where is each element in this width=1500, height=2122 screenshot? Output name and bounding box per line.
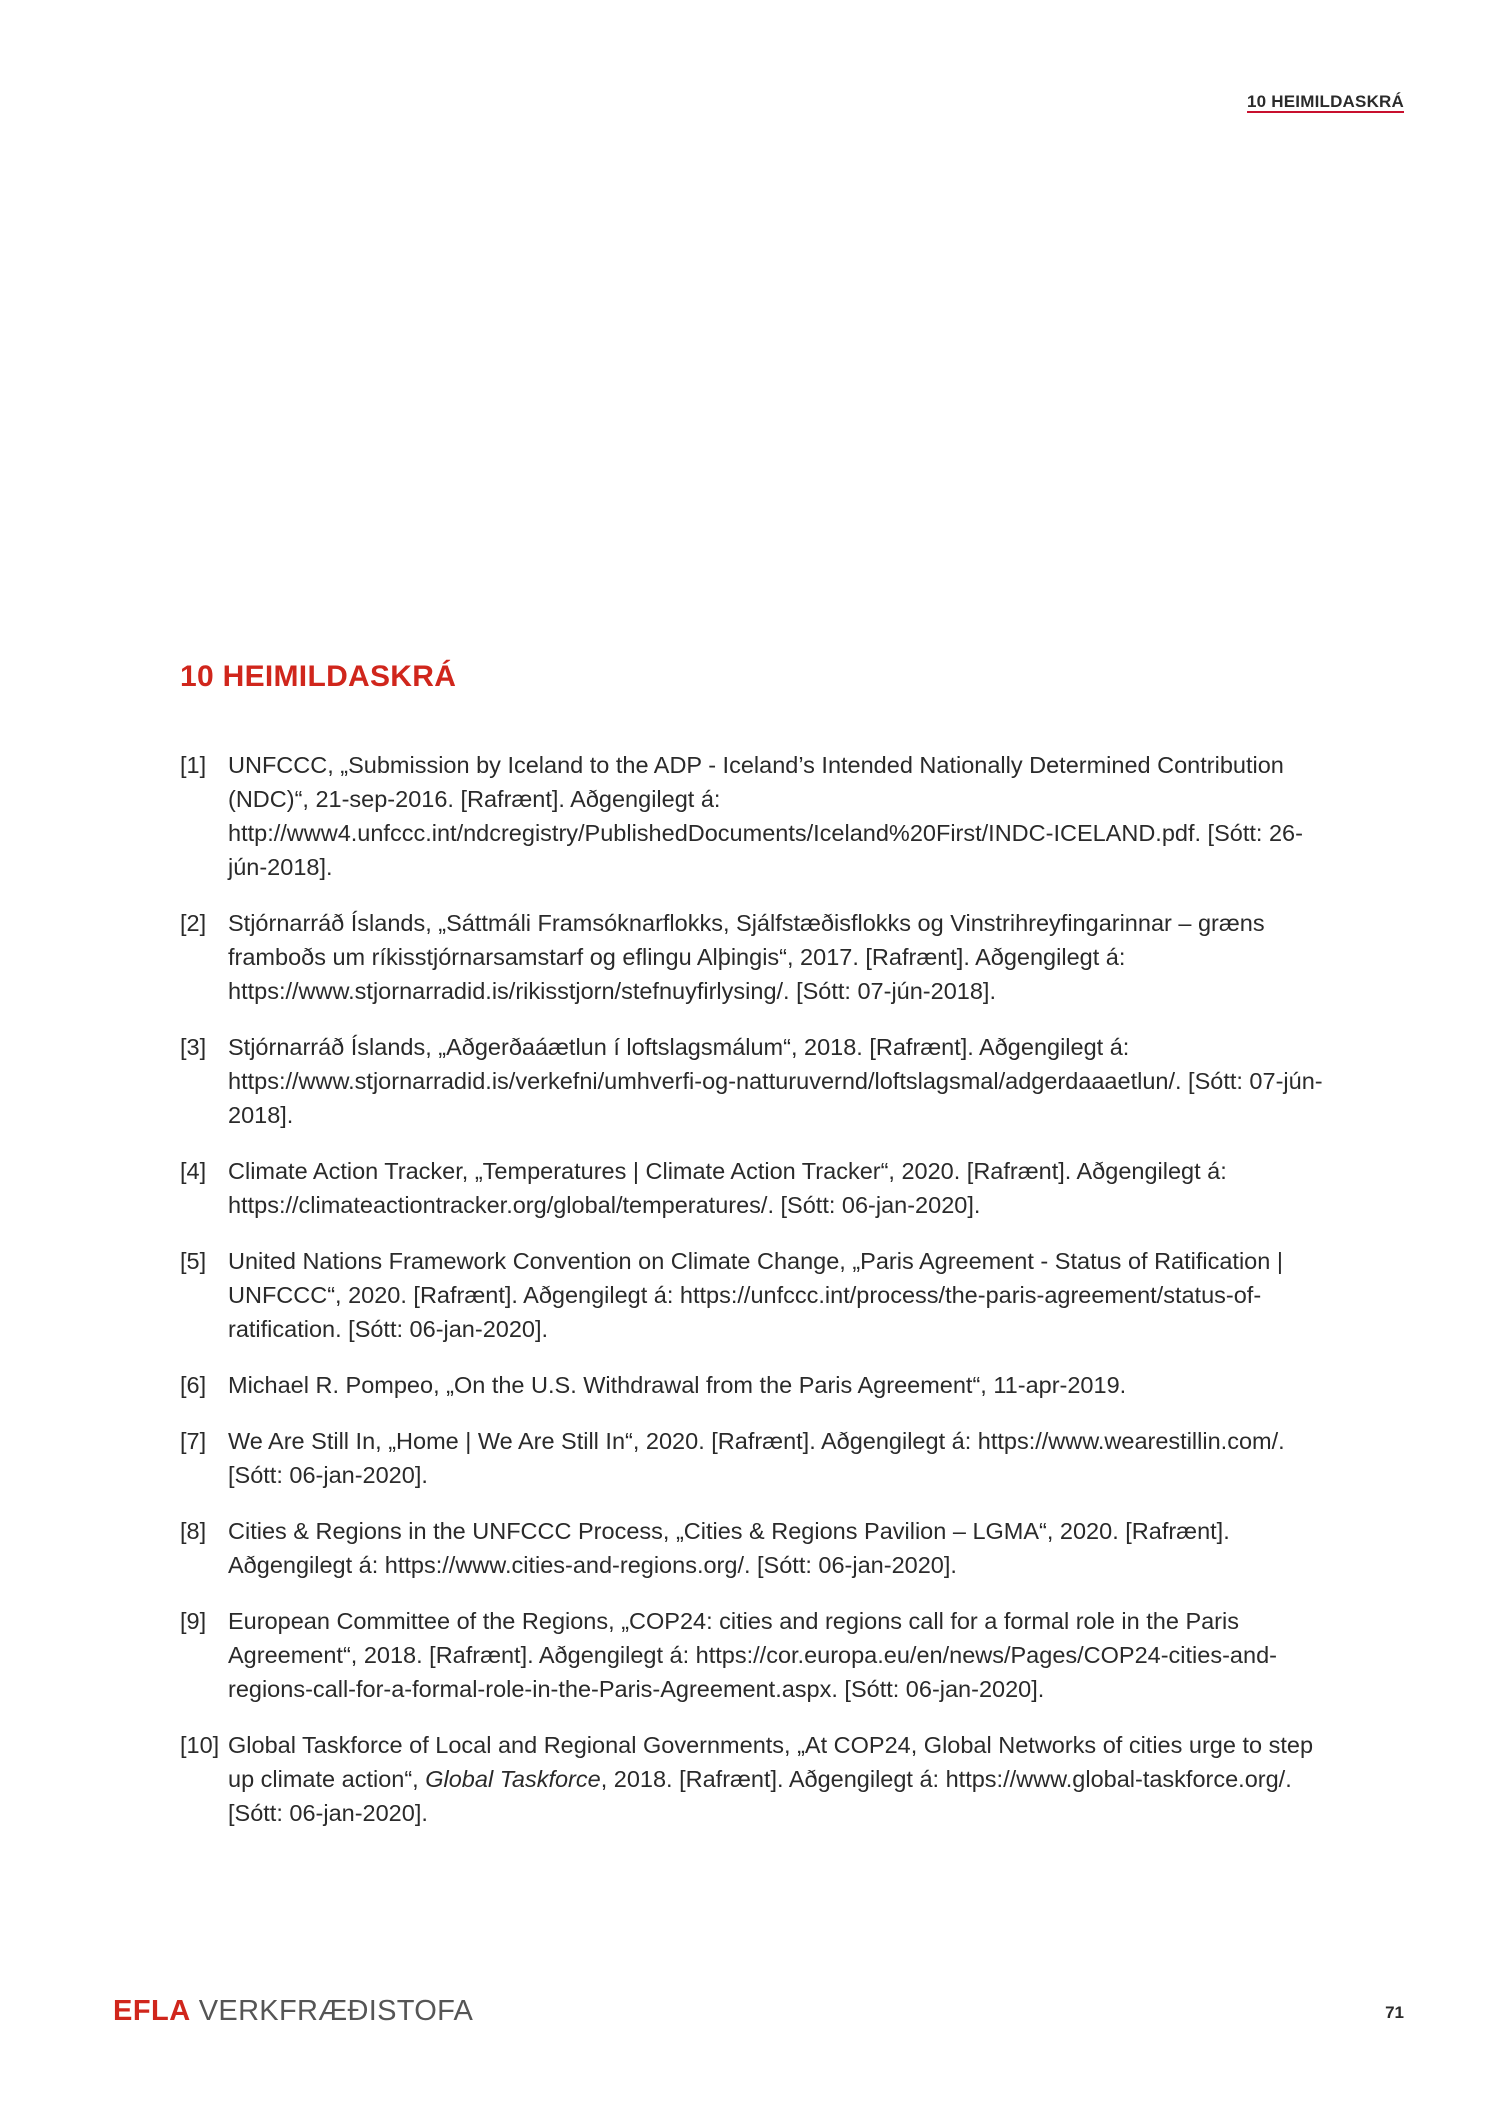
reference-item — [180, 1154, 1340, 1222]
reference-item — [180, 1368, 1340, 1402]
reference-text-part: , 2018. [Rafrænt]. Aðgengilegt á: https://www.global-taskforce.org/. [Sótt: 06-jan-2020]. — [228, 1766, 1292, 1826]
reference-text: United Nations Framework Convention on Climate Change, „Paris Agreement - Status of Ratification | UNFCCC“, 2020. [Rafrænt]. Aðgengilegt á: https://unfccc.int/process/the-paris-agreement/status-of-ratification. [Sótt: 06-jan-2020]. — [228, 1248, 1283, 1342]
reference-text: UNFCCC, „Submission by Iceland to the ADP - Iceland’s Intended Nationally Determined Contribution (NDC)“, 21-sep-2016. [Rafrænt]. Aðgengilegt á: http://www4.unfccc.int/ndcregistry/PublishedDocuments/Iceland%20First/INDC-ICELAND.pdf. [Sótt: 26-jún-2018]. — [228, 752, 1303, 880]
reference-text-part: Global Taskforce of Local and Regional Governments, „At COP24, Global Networks of cities urge to step up climate action“, — [228, 1732, 1314, 1792]
logo-efla-wordmark: EFLA — [113, 1995, 191, 2027]
reference-item — [180, 1244, 1340, 1346]
reference-item — [180, 1728, 1340, 1830]
reference-italic-title: Global Taskforce — [425, 1766, 601, 1792]
reference-number: [5] — [180, 1248, 207, 1274]
running-header: 10 HEIMILDASKRÁ — [1247, 92, 1404, 111]
reference-number: [6] — [180, 1372, 207, 1398]
section-title: 10 HEIMILDASKRÁ — [180, 660, 457, 693]
reference-item — [180, 906, 1340, 1008]
reference-number: [10] — [180, 1732, 220, 1758]
reference-item — [180, 1424, 1340, 1492]
reference-text: We Are Still In, „Home | We Are Still In“, 2020. [Rafrænt]. Aðgengilegt á: https://www.wearestillin.com/. [Sótt: 06-jan-2020]. — [228, 1428, 1285, 1488]
reference-text: Climate Action Tracker, „Temperatures | Climate Action Tracker“, 2020. [Rafrænt]. Aðgengilegt á: https://climateactiontracker.org/global/temperatures/. [Sótt: 06-jan-2020]. — [228, 1158, 1227, 1218]
reference-text: European Committee of the Regions, „COP24: cities and regions call for a formal role in the Paris Agreement“, 2018. [Rafrænt]. Aðgengilegt á: https://cor.europa.eu/en/news/Pages/COP24-cities-and-regions-call-for-a-formal-role-in-the-Paris-Agreement.aspx. [Sótt: 06-jan-2020]. — [228, 1608, 1277, 1702]
efla-logo — [113, 1995, 473, 2028]
logo-verkfraedistofa-wordmark: VERKFRÆÐISTOFA — [198, 1995, 474, 2027]
reference-number: [1] — [180, 752, 207, 778]
reference-text — [228, 1728, 1340, 1830]
reference-item — [180, 748, 1340, 884]
reference-number: [2] — [180, 910, 207, 936]
reference-text: Stjórnarráð Íslands, „Aðgerðaáætlun í loftslagsmálum“, 2018. [Rafrænt]. Aðgengilegt á: https://www.stjornarradid.is/verkefni/umhverfi-og-natturuvernd/loftslagsmal/adgerdaaaetlun/. [Sótt: 07-jún-2018]. — [228, 1034, 1323, 1128]
reference-list — [180, 748, 1340, 1852]
reference-text: Michael R. Pompeo, „On the U.S. Withdrawal from the Paris Agreement“, 11-apr-2019. — [228, 1372, 1127, 1398]
reference-number: [4] — [180, 1158, 207, 1184]
reference-number: [9] — [180, 1608, 207, 1634]
reference-number: [7] — [180, 1428, 207, 1454]
reference-number: [8] — [180, 1518, 207, 1544]
reference-item — [180, 1604, 1340, 1706]
reference-item — [180, 1514, 1340, 1582]
reference-number: [3] — [180, 1034, 207, 1060]
reference-text: Cities & Regions in the UNFCCC Process, „Cities & Regions Pavilion – LGMA“, 2020. [Rafrænt]. Aðgengilegt á: https://www.cities-and-regions.org/. [Sótt: 06-jan-2020]. — [228, 1518, 1230, 1578]
reference-text: Stjórnarráð Íslands, „Sáttmáli Framsóknarflokks, Sjálfstæðisflokks og Vinstrihreyfingarinnar – græns framboðs um ríkisstjórnarsamstarf og eflingu Alþingis“, 2017. [Rafrænt]. Aðgengilegt á: https://www.stjornarradid.is/rikisstjorn/stefnuyfirlysing/. [Sótt: 07-jún-2018]. — [228, 910, 1265, 1004]
page-number: 71 — [1385, 2003, 1404, 2022]
reference-item — [180, 1030, 1340, 1132]
